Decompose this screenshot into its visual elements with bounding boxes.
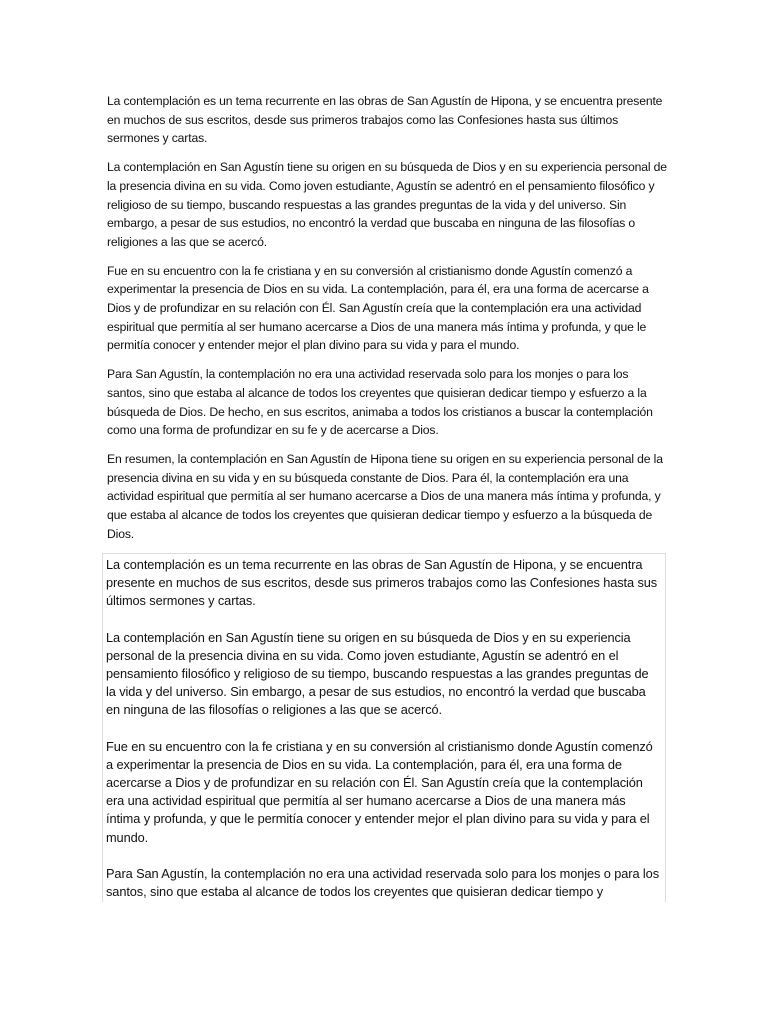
paragraph: Fue en su encuentro con la fe cristiana y en su conversión al cristianismo donde Agustín comenzó a experimentar la presencia de Dios en su vida. La contemplación, para él, era una forma de acercarse a Dios y de profundizar en su relación con Él. San Agustín creía que la contemplación era una actividad espiritual que permitía al ser humano acercarse a Dios de una manera más íntima y profunda, y que le permitía conocer y entender mejor el plan divino para su vida y para el mundo. [107, 263, 649, 353]
excerpt-paragraph: Para San Agustín, la contemplación no era una actividad reservada solo para los monjes o para los santos, sino que estaba al alcance de todos los creyentes que quisieran dedicar tiempo y [106, 865, 659, 900]
paragraph: Para San Agustín, la contemplación no era una actividad reservada solo para los monjes o para los santos, sino que estaba al alcance de todos los creyentes que quisieran dedicar tiempo y esfuerzo a la búsqueda de Dios. De hecho, en sus escritos, animaba a todos los cristianos a buscar la contemplación como una forma de profundizar en su fe y de acercarse a Dios. [107, 367, 653, 438]
paragraph: En resumen, la contemplación en San Agustín de Hipona tiene su origen en su experiencia personal de la presencia divina en su vida y en su búsqueda constante de Dios. Para él, la contemplación era una actividad espiritual que permitía al ser humano acercarse a Dios de una manera más íntima y profunda, y que estaba al alcance de todos los creyentes que quisieran dedicar tiempo y esfuerzo a la búsqueda de Dios. [107, 451, 663, 541]
quoted-excerpt-box [102, 553, 666, 902]
excerpt-paragraph: La contemplación en San Agustín tiene su origen en su búsqueda de Dios y en su experiencia personal de la presencia divina en su vida. Como joven estudiante, Agustín se adentró en el pensamiento filosófico y religioso de su tiempo, buscando respuestas a las grandes preguntas de la vida y del universo. Sin embargo, a pesar de sus estudios, no encontró la verdad que buscaba en ninguna de las filosofías o religiones a las que se acercó. [106, 629, 649, 718]
paragraph: La contemplación en San Agustín tiene su origen en su búsqueda de Dios y en su experiencia personal de la presencia divina en su vida. Como joven estudiante, Agustín se adentró en el pensamiento filosófico y religioso de su tiempo, buscando respuestas a las grandes preguntas de la vida y del universo. Sin embargo, a pesar de sus estudios, no encontró la verdad que buscaba en ninguna de las filosofías o religiones a las que se acercó. [107, 160, 667, 249]
document-body [107, 92, 667, 553]
excerpt-paragraph: Fue en su encuentro con la fe cristiana y en su conversión al cristianismo donde Agustín comenzó a experimentar la presencia de Dios en su vida. La contemplación, para él, era una forma de acercarse a Dios y de profundizar en su relación con Él. San Agustín creía que la contemplación era una actividad espiritual que permitía al ser humano acercarse a Dios de una manera más íntima y profunda, y que le permitía conocer y entender mejor el plan divino para su vida y para el mundo. [106, 738, 653, 845]
excerpt-paragraph: La contemplación es un tema recurrente en las obras de San Agustín de Hipona, y se encuentra presente en muchos de sus escritos, desde sus primeros trabajos como las Confesiones hasta sus últimos sermones y cartas. [106, 557, 658, 609]
paragraph: La contemplación es un tema recurrente en las obras de San Agustín de Hipona, y se encuentra presente en muchos de sus escritos, desde sus primeros trabajos como las Confesiones hasta sus últimos sermones y cartas. [107, 94, 663, 146]
